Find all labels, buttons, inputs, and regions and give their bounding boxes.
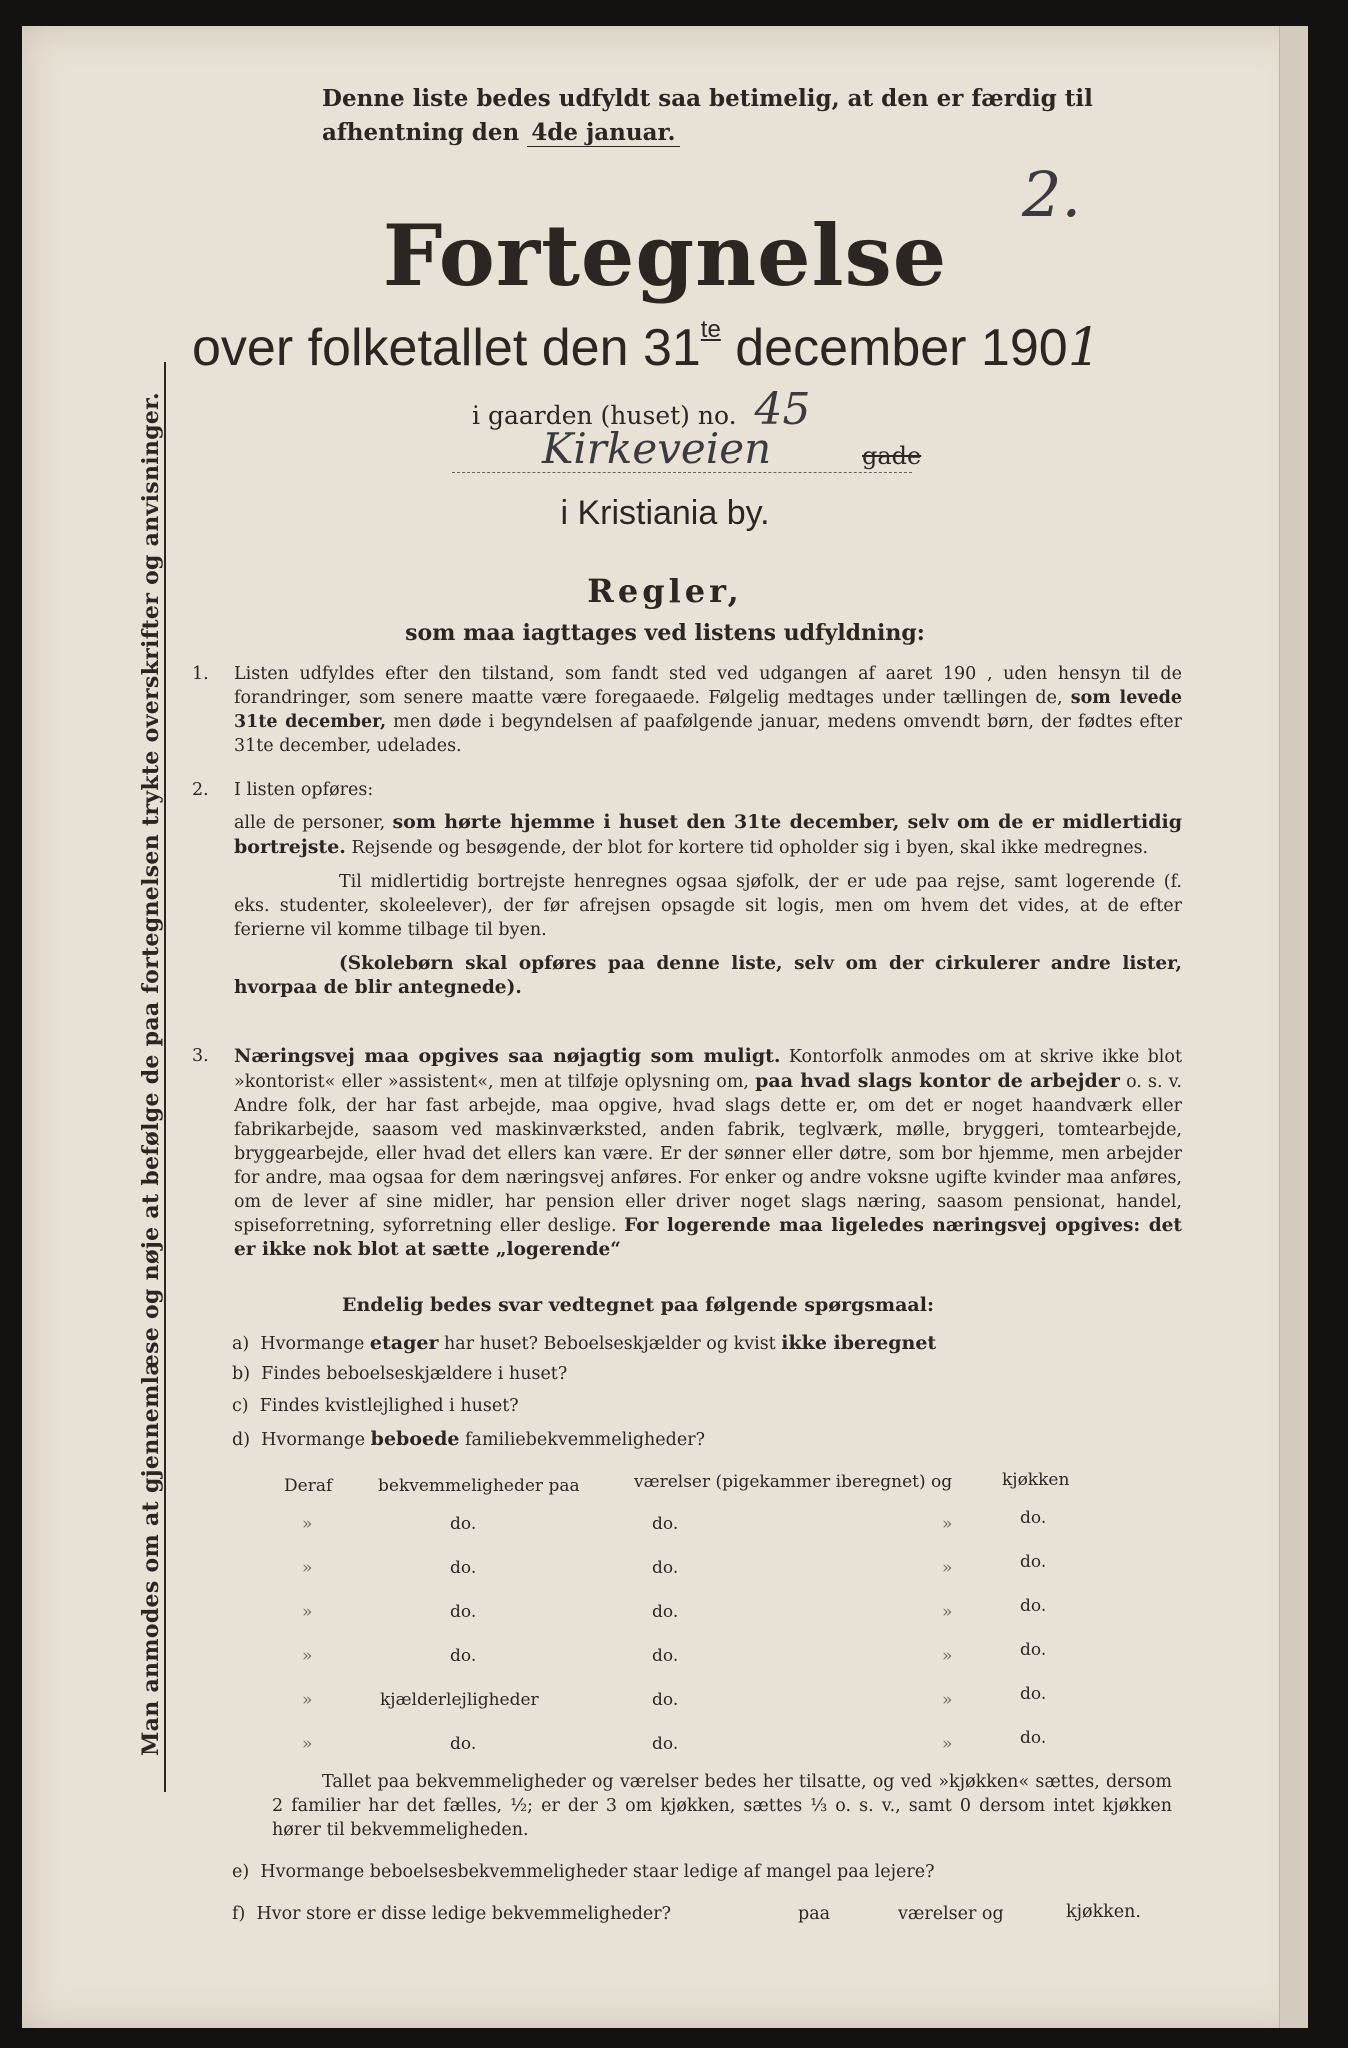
rule-2-para-2: Til midlertidig bortrejste henregnes ogsaa sjøfolk, der er ude paa rejse, samt logerende (f. eks. studenter, skoleelever), der før afrejsen opsagde sit logis, men om hvem det vides, at de efter ferierne vil komme tilbage til byen. xyxy=(234,872,1182,940)
row-col1: do. xyxy=(450,1734,477,1754)
question-b-label: b) xyxy=(232,1364,251,1384)
row-col3: do. xyxy=(1020,1508,1047,1528)
question-f-paa: paa xyxy=(798,1904,831,1924)
question-f xyxy=(232,1902,1141,1924)
rule-3-text xyxy=(234,1044,1182,1262)
row-col3: do. xyxy=(1020,1596,1047,1616)
ditto-mark: » xyxy=(942,1734,953,1754)
census-form-page xyxy=(22,26,1308,2028)
side-instruction: Man anmodes om at gjennemlæse og nøje at befølge de paa fortegnelsen trykte overskrifter og anvisninger. xyxy=(138,391,164,1756)
rule-2-bold: som hørte hjemme i huset den 31te december, selv om de er midlertidig bortrejste. xyxy=(234,811,1182,858)
row-col3: do. xyxy=(1020,1684,1047,1704)
subtitle-mid: december 190 xyxy=(720,319,1068,377)
subtitle-sup: te xyxy=(700,316,721,343)
notice-line-2-prefix: afhentning den xyxy=(322,119,520,146)
question-f-kjokken: kjøkken. xyxy=(1066,1902,1141,1922)
rule-2-intro: I listen opføres: xyxy=(234,780,374,800)
question-b xyxy=(232,1364,567,1384)
question-f-text: Hvor store er disse ledige bekvemmeligheder? xyxy=(256,1904,672,1924)
question-c xyxy=(232,1396,519,1416)
ditto-mark: » xyxy=(942,1690,953,1710)
question-d-label: d) xyxy=(232,1430,251,1450)
ditto-mark: » xyxy=(302,1690,313,1710)
question-a xyxy=(232,1332,936,1354)
row-col2: do. xyxy=(652,1646,679,1666)
rule-1-part-a: Listen udfyldes efter den tilstand, som fandt sted ved udgangen af aaret 190 , uden hensyn til de forandringer, som senere maatte være foregaaede. Følgelig medtages under tællingen de, xyxy=(234,664,1182,708)
rule-1-text xyxy=(234,662,1182,758)
rule-2-text xyxy=(234,810,1182,860)
rule-2 xyxy=(192,778,1182,1000)
notice-line-1: Denne liste bedes udfyldt saa betimelig, at den er færdig til xyxy=(322,85,1093,112)
ditto-mark: » xyxy=(942,1646,953,1666)
ditto-mark: » xyxy=(302,1602,313,1622)
table-header-bekv: bekvemmeligheder paa xyxy=(378,1476,580,1496)
rule-2-number: 2. xyxy=(192,780,209,800)
form-title: Fortegnelse xyxy=(382,206,948,305)
question-e xyxy=(232,1862,934,1882)
ditto-mark: » xyxy=(942,1558,953,1578)
subtitle-prefix: over folketallet den 31 xyxy=(192,319,701,377)
question-f-vaerelser: værelser og xyxy=(898,1904,1004,1924)
rules-subheading: som maa iagttages ved listens udfyldning: xyxy=(405,620,925,646)
side-rule-line xyxy=(164,362,166,1792)
row-col1: do. xyxy=(450,1514,477,1534)
notice-text xyxy=(322,82,1172,150)
page-edge xyxy=(1279,26,1308,2028)
city-line: i Kristiania by. xyxy=(560,494,770,532)
rule-3-bold-e: For logerende maa ligeledes næringsvej opgives: det er ikke nok blot at sætte „logerende“ xyxy=(234,1215,1182,1260)
question-d-text-2: familiebekvemmeligheder? xyxy=(465,1430,705,1450)
question-a-text-1: Hvormange xyxy=(260,1334,365,1354)
row-col3: do. xyxy=(1020,1640,1047,1660)
question-e-label: e) xyxy=(232,1862,250,1882)
row-col2: do. xyxy=(652,1734,679,1754)
subtitle-year-handwritten: 1 xyxy=(1067,318,1101,378)
question-a-bold-2: ikke iberegnet xyxy=(781,1332,937,1354)
rule-1-bold: som levede 31te december, xyxy=(234,688,1182,732)
rule-3-bold-c: paa hvad slags kontor de arbejder xyxy=(755,1070,1120,1092)
rule-3-part-b: Kontorfolk anmodes om at skrive ikke blot »kontorist« eller »assistent«, men at tilføje oplysning om, xyxy=(234,1047,1182,1092)
page-number-handwritten: 2. xyxy=(1022,158,1082,231)
form-subtitle xyxy=(192,316,1101,378)
row-col1: do. xyxy=(450,1646,477,1666)
row-col1: kjælderlejligheder xyxy=(380,1690,539,1710)
table-header-deraf: Deraf xyxy=(284,1476,333,1496)
questions-intro: Endelig bedes svar vedtegnet paa følgende spørgsmaal: xyxy=(342,1294,934,1316)
question-c-label: c) xyxy=(232,1396,249,1416)
rule-3-part-d: o. s. v. Andre folk, der har fast arbejde, maa opgive, hvad slags dette er, om det er noget haandværk eller fabrikarbejde, saasom ved maskinværksted, anden fabrik, teglværk, mølle, bryggeri, tomtearbejde, bryggearbejde, eller hvad det ellers kan være. Er der sønner eller døtre, som bor hjemme, men arbejder for andre, maa ogsaa for dem næringsvej anføres. For enker og andre voksne ugifte kvinder maa anføres, om de lever af sine midler, har pension eller driver noget slags næring, saasom pensionat, handel, spiseforretning, syforretning eller deslige. xyxy=(234,1072,1182,1236)
question-a-bold: etager xyxy=(369,1332,439,1354)
rule-2-para-3: (Skolebørn skal opføres paa denne liste, selv om der cirkulerer andre lister, hvorpaa de blir antegnede). xyxy=(234,953,1182,998)
ditto-mark: » xyxy=(302,1558,313,1578)
ditto-mark: » xyxy=(942,1514,953,1534)
row-col2: do. xyxy=(652,1690,679,1710)
ditto-mark: » xyxy=(942,1602,953,1622)
house-label: i gaarden (huset) no. xyxy=(472,401,737,430)
rule-1-part-c: men døde i begyndelsen af paafølgende januar, medens omvendt børn, der fødtes efter 31te december, udelades. xyxy=(234,712,1182,756)
row-col2: do. xyxy=(652,1558,679,1578)
row-col3: do. xyxy=(1020,1552,1047,1572)
table-header-vaerelser: værelser (pigekammer iberegnet) og xyxy=(634,1472,953,1492)
row-col2: do. xyxy=(652,1514,679,1534)
table-header-kjokken: kjøkken xyxy=(1002,1470,1070,1490)
ditto-mark: » xyxy=(302,1514,313,1534)
notice-date: 4de januar. xyxy=(527,119,679,147)
question-d xyxy=(232,1428,705,1450)
rule-3 xyxy=(192,1044,1182,1262)
street-name-handwritten: Kirkeveien xyxy=(542,424,772,473)
question-b-text: Findes beboelseskjældere i huset? xyxy=(261,1364,568,1384)
street-line xyxy=(452,424,922,473)
ditto-mark: » xyxy=(302,1646,313,1666)
question-c-text: Findes kvistlejlighed i huset? xyxy=(259,1396,519,1416)
row-col1: do. xyxy=(450,1558,477,1578)
notice-line-2 xyxy=(322,116,1172,150)
question-f-label: f) xyxy=(232,1904,246,1924)
question-a-label: a) xyxy=(232,1334,250,1354)
street-suffix: gade xyxy=(862,442,922,470)
question-d-bold: beboede xyxy=(370,1428,460,1450)
rules-heading: Regler, xyxy=(587,572,743,610)
row-col3: do. xyxy=(1020,1728,1047,1748)
rule-2-part-1: alle de personer, xyxy=(234,813,386,833)
table-note: Tallet paa bekvemmeligheder og værelser bedes her tilsatte, og ved »kjøkken« sættes, dersom 2 familier har det fælles, ½; er der 3 om kjøkken, sættes ⅓ o. s. v., samt 0 dersom intet kjøkken hører til bekvemmeligheden. xyxy=(272,1772,1172,1840)
house-number-handwritten: 45 xyxy=(754,384,811,435)
rule-3-bold-a: Næringsvej maa opgives saa nøjagtig som muligt. xyxy=(234,1045,781,1067)
rule-3-number: 3. xyxy=(192,1046,209,1066)
question-e-text: Hvormange beboelsesbekvemmeligheder staar ledige af mangel paa lejere? xyxy=(260,1862,935,1882)
rule-1-number: 1. xyxy=(192,664,209,684)
row-col2: do. xyxy=(652,1602,679,1622)
row-col1: do. xyxy=(450,1602,477,1622)
question-d-text-1: Hvormange xyxy=(261,1430,366,1450)
rule-2-part-3: Rejsende og besøgende, der blot for kortere tid opholder sig i byen, skal ikke medregnes. xyxy=(351,838,1149,858)
question-a-text-2: har huset? Beboelseskjælder og kvist xyxy=(444,1334,776,1354)
ditto-mark: » xyxy=(302,1734,313,1754)
rule-1 xyxy=(192,662,1182,758)
